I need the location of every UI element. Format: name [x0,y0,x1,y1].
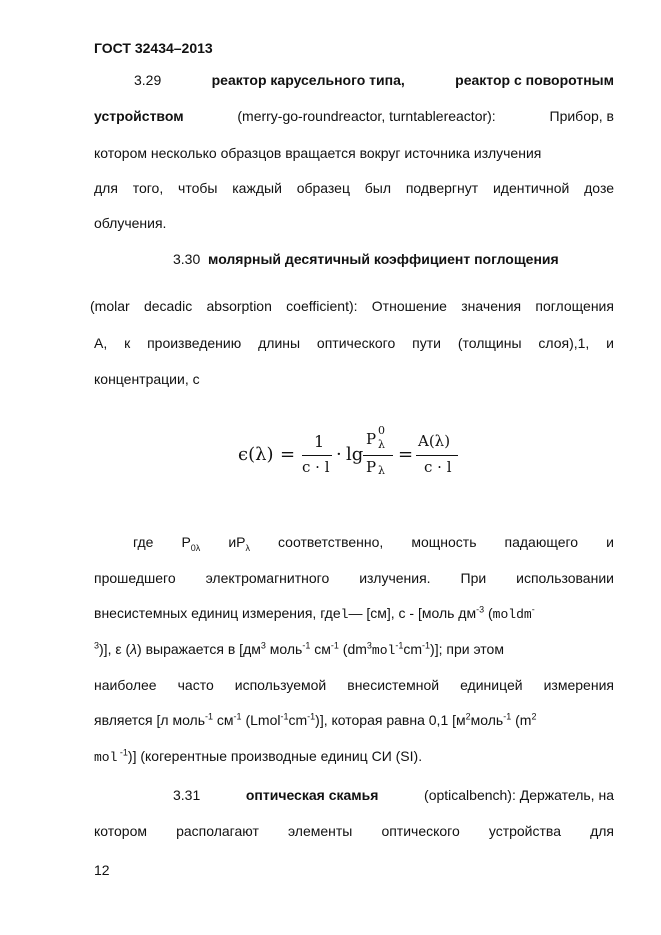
formula-lhs: ϵ(λ) [238,444,274,465]
units-line-3 [94,712,536,728]
word: coefficient): [286,298,358,314]
unit-mono: mol [371,643,396,658]
word: был [364,180,392,196]
body-line [94,823,614,839]
definition-text: Прибор, в [549,108,614,124]
text-run: см [310,641,331,657]
term-text: реактор с поворотным [455,72,614,88]
p-symbol: иP [228,534,246,550]
word: использовании [516,570,614,586]
fraction-bar [302,455,332,456]
word: часто [177,677,214,693]
word: где [133,534,154,550]
word: внесистемной [347,677,440,693]
p-symbol: P [181,534,191,550]
word: наиболее [94,677,157,693]
word: Отношение [371,298,447,314]
units-line-2 [94,641,504,658]
text-run: cm [403,641,423,657]
term-text: реактор карусельного типа, [211,72,405,88]
word: соответственно, [278,534,384,550]
body-line [94,570,614,586]
text-run: моль [470,712,504,728]
word: оптического [316,335,396,351]
word: мощность [411,534,477,550]
formula-equals: = [280,444,296,465]
word: decadic [143,298,193,314]
text-run: (dm [338,641,367,657]
formula-denominator-1: c · l [302,458,330,476]
section-3-29-line-2 [94,108,614,124]
superscript: -1 [307,711,316,722]
formula-equals: = [398,444,414,465]
text-run: см [213,712,234,728]
term-text: молярный десятичный коэффициент поглощения [208,251,559,267]
text-run: — [см], с - [моль дм [348,605,477,621]
superscript: 3 [94,640,100,651]
word: и [606,534,614,550]
symbol-l: l [340,607,349,622]
superscript: 3 [366,640,372,651]
text-run: )] (когерентные производные единиц СИ (SI). [127,748,423,764]
word: к [124,335,131,351]
units-line-4 [94,748,422,765]
word: При [460,570,487,586]
word: для [590,823,614,839]
unit-mono: mol [94,750,118,765]
word: подвергнут [405,180,479,196]
formula-p0 [366,424,385,451]
superscript: -1 [503,711,512,722]
text-run: ( [484,605,493,621]
word: слоя),1, [538,335,590,351]
text-run: )], ε ( [99,641,131,657]
text-run: (m [511,712,532,728]
english-term: (merry-go-roundreactor, turntablereactor): [237,108,496,124]
subscript: 0λ [190,542,201,553]
p-symbol: P [366,458,377,476]
absorption-formula [238,424,468,484]
superscript: -1 [395,640,404,651]
section-number: 3.31 [173,787,201,803]
word: чтобы [178,180,218,196]
word [228,534,250,553]
word: и [606,335,614,351]
text-run: )], которая равна 0,1 [м [315,712,466,728]
word: единицей [460,677,523,693]
word: (толщины [457,335,522,351]
word: падающего [504,534,579,550]
text-run: cm [288,712,308,728]
superscript: -3 [476,604,485,615]
formula-denominator-2: c · l [424,458,452,476]
word: пути [412,335,441,351]
formula-numerator-1: 1 [314,432,325,451]
word: А, [94,335,108,351]
lambda-symbol: λ [130,641,138,657]
word: располагают [176,823,259,839]
body-line [94,335,614,351]
word: значения [461,298,522,314]
word: для [94,180,118,196]
body-line: облучения. [94,215,167,231]
superscript: -1 [280,711,289,722]
document-header: ГОСТ 32434–2013 [94,40,213,56]
units-line-1 [94,605,535,622]
p-symbol: P [366,430,377,448]
p-subscript: λ [378,464,385,477]
text-run: внесистемных единиц измерения, где [94,605,341,621]
superscript: -1 [422,640,431,651]
section-3-31-line-1 [173,787,614,803]
text-run: )]; при этом [430,641,504,657]
body-line: концентрации, с [94,371,200,387]
superscript: 2 [531,711,537,722]
word: элементы [287,823,353,839]
superscript: 2 [465,711,471,722]
fraction-bar [363,455,393,456]
section-number: 3.29 [134,72,162,88]
formula-lg: lg [346,444,364,465]
body-line: котором несколько образцов вращается вокруг источника излучения [94,145,542,161]
word: измерения [543,677,614,693]
word: поглощения [535,298,614,314]
word: дозе [584,180,614,196]
subscript: λ [245,542,250,553]
p0-superscript: 0 [378,424,385,437]
definition-text: (opticalbench): Держатель, на [424,787,614,803]
unit-mono: moldm [492,607,532,622]
superscript: 3 [260,640,266,651]
word: absorption [206,298,272,314]
word: котором [94,823,147,839]
page-number: 12 [94,862,110,878]
formula-p [366,458,385,477]
body-line [90,298,614,314]
superscript: -1 [205,711,214,722]
word: каждый [232,180,282,196]
body-line [94,180,614,196]
superscript: - [531,604,535,615]
formula-dot: · [336,444,342,465]
section-number: 3.30 [173,251,201,267]
superscript: -1 [302,640,311,651]
word [181,534,201,553]
formula-numerator-2: A(λ) [418,432,451,450]
superscript: -1 [233,711,242,722]
term-text: оптическая скамья [245,787,379,803]
word: образец [296,180,350,196]
superscript: -1 [117,747,128,758]
word: того, [132,180,164,196]
word: излучения. [359,570,431,586]
body-line [94,677,614,693]
word: прошедшего [94,570,176,586]
superscript: -1 [330,640,339,651]
term-text: устройством [94,108,184,124]
section-3-29-line-1 [94,72,614,88]
word: устройства [488,823,561,839]
word: произведению [147,335,242,351]
word: используемой [234,677,327,693]
text-run: моль [265,641,303,657]
text-run: является [л моль [94,712,206,728]
word: длины [258,335,301,351]
section-3-30-title [173,251,559,267]
word: электромагнитного [205,570,330,586]
word: оптического [381,823,460,839]
p0-subscript: λ [378,438,385,451]
word: идентичной [492,180,570,196]
fraction-bar [416,455,458,456]
text-run: ) выражается в [дм [137,641,261,657]
word: (molar [90,298,130,314]
text-run: (Lmol [241,712,281,728]
where-line-1 [133,534,614,553]
